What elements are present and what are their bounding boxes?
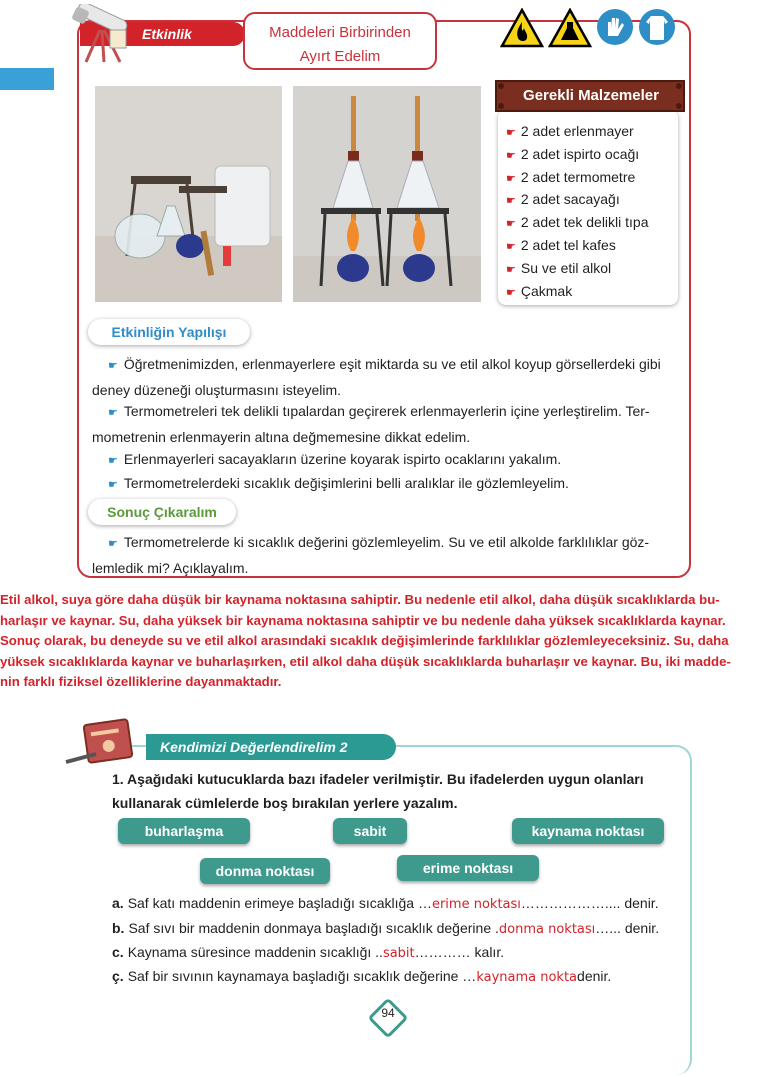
lab-equipment-photo [95, 86, 282, 302]
materials-item-label: 2 adet sacayağı [520, 191, 620, 208]
item-before: Saf katı maddenin erimeye başladığı sıcaklığa … [127, 895, 432, 911]
materials-item-label: 2 adet tek delikli tıpa [520, 214, 649, 231]
book-icon [64, 718, 156, 768]
answer-line: harlaşır ve kaynar. Su, daha yüksek bir kaynama noktasına sahiptir ve bu nedenle daha yüksek sıcaklıklarda kaynar. [0, 612, 726, 628]
chip-erime-noktasi[interactable]: erime noktası [397, 855, 539, 881]
lab-coat-icon [638, 8, 676, 46]
gloves-icon [596, 8, 634, 46]
page-number: 94 [381, 1006, 395, 1020]
conclusion-title: Sonuç Çıkaralım [88, 499, 236, 525]
pointing-hand-icon: ☛ [108, 360, 118, 372]
pointing-hand-icon: ☛ [108, 538, 118, 550]
item-answer: erime noktası [431, 897, 521, 912]
step-text: Erlenmayerleri sacayakların üzerine koyarak ispirto ocaklarını yakalım. [123, 451, 562, 467]
chip-sabit[interactable]: sabit [333, 818, 407, 844]
question-text [112, 767, 688, 815]
procedure-step-4 [92, 471, 684, 497]
page-edge-tab [0, 68, 54, 90]
conclusion-text [92, 530, 684, 580]
materials-item [506, 236, 616, 256]
conclusion-line2: lemledik mi? Açıklayalım. [92, 560, 249, 576]
item-before: Saf bir sıvının kaynamaya başladığı sıcaklık değerine … [127, 968, 477, 984]
pointing-hand-icon: ☛ [108, 455, 118, 467]
materials-item [506, 145, 639, 165]
item-letter: ç. [112, 968, 124, 984]
materials-title: Gerekli Malzemeler [523, 87, 659, 104]
step-text-cont: deney düzeneği oluşturmasını isteyelim. [92, 382, 342, 398]
item-letter: b. [112, 920, 125, 936]
telescope-icon [70, 4, 140, 64]
item-letter: a. [112, 895, 124, 911]
fill-item-a [112, 893, 692, 915]
pointing-hand-icon: ☛ [506, 241, 516, 253]
materials-item-label: Çakmak [520, 282, 573, 299]
item-before: Saf sıvı bir maddenin donmaya başladığı sıcaklık değerine . [128, 920, 499, 936]
item-answer: donma noktası [498, 922, 596, 937]
assessment-title: Kendimizi Değerlendirelim 2 [146, 734, 396, 760]
procedure-step-2 [92, 399, 684, 449]
procedure-title: Etkinliğin Yapılışı [88, 319, 250, 345]
pointing-hand-icon: ☛ [506, 286, 516, 299]
fill-item-c [112, 942, 692, 964]
materials-item [506, 213, 649, 233]
fill-item-b [112, 918, 692, 940]
answer-line: nin farklı fiziksel özelliklerine dayanmaktadır. [0, 674, 282, 689]
item-after: …... denir. [595, 920, 660, 936]
step-text-cont: mometrenin erlenmayerin altına değmemesine dikkat edelim. [92, 429, 471, 445]
pointing-hand-icon: ☛ [506, 149, 516, 162]
materials-item [506, 282, 572, 302]
item-before: Kaynama süresince maddenin sıcaklığı .. [127, 944, 383, 960]
item-answer: sabit [382, 946, 415, 961]
pointing-hand-icon: ☛ [108, 407, 118, 419]
pointing-hand-icon: ☛ [506, 263, 516, 276]
pointing-hand-icon: ☛ [506, 218, 516, 231]
question-line2: kullanarak cümlelerde boş bırakılan yerlere yazalım. [112, 795, 458, 811]
materials-item-label: 2 adet tel kafes [520, 237, 616, 253]
chip-buharlasma[interactable]: buharlaşma [118, 818, 250, 844]
chip-kaynama-noktasi[interactable]: kaynama noktası [512, 818, 664, 844]
procedure-step-3 [92, 447, 684, 473]
question-line1: 1. Aşağıdaki kutucuklarda bazı ifadeler verilmiştir. Bu ifadelerden uygun olanları [112, 771, 644, 787]
item-after: ………… kalır. [414, 944, 505, 960]
answer-text [0, 590, 775, 693]
step-text: Öğretmenimizden, erlenmayerlere eşit miktarda su ve etil alkol koyup görsellerdeki gibi [123, 356, 661, 372]
pointing-hand-icon: ☛ [108, 479, 118, 491]
chemical-flask-icon [548, 8, 592, 48]
materials-item-label: Su ve etil alkol [520, 259, 612, 276]
activity-title [243, 12, 437, 70]
item-after: ……………….... denir. [520, 895, 659, 911]
step-text: Termometrelerdeki sıcaklık değişimlerini belli aralıklar ile gözlemleyelim. [123, 475, 569, 491]
activity-label: Etkinlik [80, 22, 245, 46]
materials-item [506, 259, 611, 279]
chip-donma-noktasi[interactable]: donma noktası [200, 858, 330, 884]
materials-item [506, 122, 634, 142]
item-answer: kaynama nokta [476, 970, 578, 985]
materials-item-label: 2 adet erlenmayer [520, 123, 634, 139]
activity-title-line1: Maddeleri Birbirinden [269, 24, 411, 41]
pointing-hand-icon: ☛ [506, 195, 516, 208]
procedure-step-1 [92, 352, 684, 402]
flammable-icon [500, 8, 544, 48]
item-letter: c. [112, 944, 124, 960]
item-after: denir. [577, 968, 612, 984]
conclusion-line1: Termometrelerde ki sıcaklık değerini gözlemleyelim. Su ve etil alkolde farklılıklar göz- [123, 534, 650, 550]
fill-item-d [112, 966, 692, 988]
materials-item-label: 2 adet ispirto ocağı [520, 145, 640, 162]
answer-line: yüksek sıcaklıklarda kaynar ve buharlaşırken, etil alkol daha düşük sıcaklıklarda buharlaşır ve kaynar. Bu, iki madde- [0, 653, 731, 669]
materials-item [506, 190, 620, 210]
step-text: Termometreleri tek delikli tıpalardan geçirerek erlenmayerlerin içine yerleştirelim. Ter- [123, 403, 650, 419]
materials-item [506, 168, 635, 188]
activity-title-line2: Ayırt Edelim [299, 48, 381, 65]
answer-line: Etil alkol, suya göre daha düşük bir kaynama noktasına sahiptir. Bu nedenle etil alkol, daha düşük sıcaklıklarda bu- [0, 592, 720, 607]
pointing-hand-icon: ☛ [506, 127, 516, 139]
materials-item-label: 2 adet termometre [520, 168, 636, 185]
pointing-hand-icon: ☛ [506, 172, 516, 185]
answer-line: Sonuç olarak, bu deneyde su ve etil alkol arasındaki sıcaklık değişimlerinde farklılıklar gözlemleyeceksiniz. Su, daha [0, 633, 729, 648]
experiment-setup-photo [293, 86, 481, 302]
